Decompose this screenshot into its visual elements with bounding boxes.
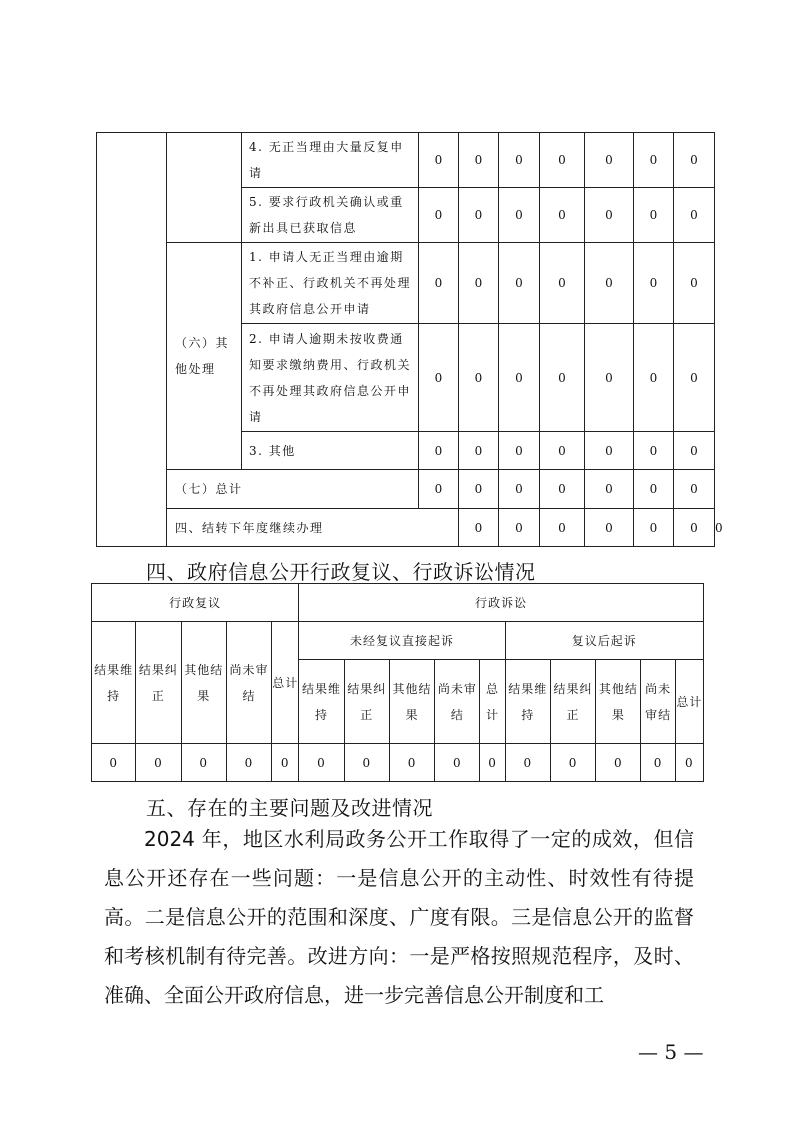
cell-value: 0 [675, 744, 703, 782]
cell-value: 0 [499, 470, 540, 509]
col-header: 结果维持 [299, 660, 344, 744]
cell-value: 0 [480, 744, 505, 782]
cell-value: 0 [419, 188, 459, 243]
carryover-label: 四、结转下年度继续办理 [167, 509, 459, 547]
cell-value: 0 [585, 133, 634, 188]
cell-value: 0 [419, 324, 459, 432]
application-handling-table: 4. 无正当理由大量反复申请 0 0 0 0 0 0 0 5. 要求行政机关确认或重新出具已获取信息 0 0 0 0 0 0 0 （六）其他处理 1. 申请人无正当理由逾期不补正、行政机关不再处理其政府信息公开申请 0 0 0 0 0 0 0 2. 申请人逾期未按收费通知要求缴纳费用、行政机关不再处理其政府信息公开申请 0 0 0 0 0 0 0 3. 其他 0 0 0 0 0 0 0 （七）总计 0 0 0 0 0 0 0 四、结转下年度继续办理 0 0 0 0 0 0 0 [96, 132, 715, 547]
cell-value: 0 [540, 188, 585, 243]
cell-value: 0 [674, 133, 715, 188]
cell-value: 0 [499, 509, 540, 547]
body-paragraph: 2024 年，地区水利局政务公开工作取得了一定的成效，但信息公开还存在一些问题：一是信息公开的主动性、时效性有待提高。二是信息公开的范围和深度、广度有限。三是信息公开的监督和考核机制有待完善。改进方向：一是严格按照规范程序，及时、准确、全面公开政府信息，进一步完善信息公开制度和工 [104, 827, 694, 1007]
cell-value: 0 [585, 243, 634, 324]
cell-value: 0 [419, 133, 459, 188]
cell-value: 0 [585, 509, 634, 547]
row-label: 3. 其他 [242, 432, 419, 470]
direct-suit-header: 未经复议直接起诉 [299, 622, 505, 660]
col-header: 尚未审结 [641, 660, 675, 744]
row-label: 1. 申请人无正当理由逾期不补正、行政机关不再处理其政府信息公开申请 [242, 243, 419, 324]
cell-value: 0 [344, 744, 389, 782]
cell-value: 0 [540, 243, 585, 324]
cell-value: 0 [499, 188, 540, 243]
cell-value: 0 [505, 744, 550, 782]
cell-value: 0 [634, 324, 674, 432]
section5-title: 五、存在的主要问题及改进情况 [146, 796, 433, 820]
cell-value: 0 [634, 243, 674, 324]
total-label: （七）总计 [167, 470, 419, 509]
cell-value: 0 [419, 432, 459, 470]
row-label: 4. 无正当理由大量反复申请 [242, 133, 419, 188]
admin-review-header: 行政复议 [92, 584, 299, 622]
cell-value: 0 [459, 432, 499, 470]
cell-value: 0 [585, 324, 634, 432]
cell-value: 0 [419, 243, 459, 324]
cell-value: 0 [459, 509, 499, 547]
cell-value: 0 [92, 744, 136, 782]
cell-value: 0 [499, 243, 540, 324]
cell-value: 0 [226, 744, 271, 782]
cell-value: 0 [634, 432, 674, 470]
cell-value: 0 [634, 133, 674, 188]
col-header: 总计 [272, 622, 299, 744]
cell-value: 0 [419, 470, 459, 509]
cell-value: 0 [540, 324, 585, 432]
col-header: 尚未审结 [435, 660, 480, 744]
col-header: 其他结果 [389, 660, 434, 744]
cell-value: 0 [634, 188, 674, 243]
cell-value: 0 [136, 744, 181, 782]
cell-value: 0 [459, 133, 499, 188]
col-header: 总计 [480, 660, 505, 744]
section4-title: 四、政府信息公开行政复议、行政诉讼情况 [146, 560, 536, 584]
cell-value: 0 [459, 470, 499, 509]
cell-value: 0 [540, 432, 585, 470]
cell-value: 0 [459, 324, 499, 432]
cell-value: 0 [459, 243, 499, 324]
cell-value: 0 [299, 744, 344, 782]
cell-value: 0 [499, 133, 540, 188]
cell-value: 0 [641, 744, 675, 782]
empty-category-cell [97, 133, 167, 547]
page-number: — 5 — [638, 1040, 704, 1064]
cell-value: 0 [585, 432, 634, 470]
cell-value: 0 [674, 470, 715, 509]
cell-value: 0 [674, 243, 715, 324]
cell-value: 0 [634, 470, 674, 509]
cell-value: 0 [674, 188, 715, 243]
col-header: 其他结果 [596, 660, 641, 744]
col-header: 其他结果 [181, 622, 226, 744]
col-header: 尚未审结 [226, 622, 271, 744]
cell-value: 0 [674, 324, 715, 432]
col-header: 总计 [675, 660, 703, 744]
cell-value: 0 [634, 509, 674, 547]
category-other-handling: （六）其他处理 [167, 243, 242, 470]
col-header: 结果维持 [92, 622, 136, 744]
cell-value: 0 [435, 744, 480, 782]
admin-litigation-header: 行政诉讼 [299, 584, 704, 622]
cell-value: 0 [459, 188, 499, 243]
cell-value: 0 [499, 432, 540, 470]
cell-value: 0 [585, 470, 634, 509]
cell-value: 0 [540, 509, 585, 547]
col-header: 结果纠正 [550, 660, 595, 744]
cell-value: 0 [550, 744, 595, 782]
row-label: 5. 要求行政机关确认或重新出具已获取信息 [242, 188, 419, 243]
cell-value: 0 [389, 744, 434, 782]
cell-value: 0 [585, 188, 634, 243]
cell-value: 0 [499, 324, 540, 432]
cell-value: 0 [540, 133, 585, 188]
cell-value: 0 [181, 744, 226, 782]
row-label: 2. 申请人逾期未按收费通知要求缴纳费用、行政机关不再处理其政府信息公开申请 [242, 324, 419, 432]
col-header: 结果纠正 [136, 622, 181, 744]
col-header: 结果纠正 [344, 660, 389, 744]
review-litigation-table [91, 583, 704, 782]
cell-value: 0 [540, 470, 585, 509]
col-header: 结果维持 [505, 660, 550, 744]
empty-subcategory-cell [167, 133, 242, 243]
cell-value: 0 [272, 744, 299, 782]
cell-value: 0 [674, 509, 715, 547]
after-review-suit-header: 复议后起诉 [505, 622, 703, 660]
cell-value: 0 [596, 744, 641, 782]
cell-value: 0 [674, 432, 715, 470]
